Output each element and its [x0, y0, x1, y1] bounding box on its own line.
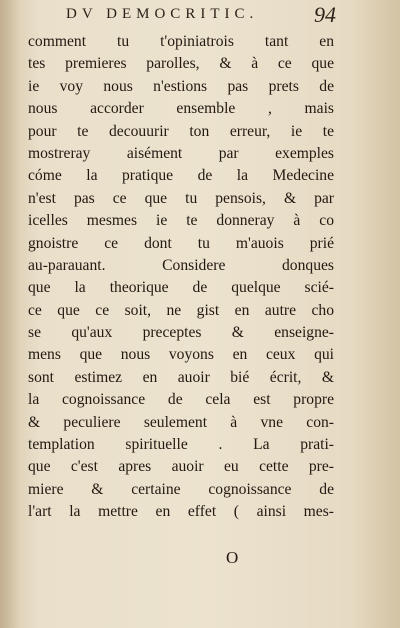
text-line: n'est pas ce que tu pensois, & par — [28, 189, 334, 207]
text-line: nous accorder ensemble , mais — [28, 100, 334, 118]
text-line: l'art la mettre en effet ( ainsi mes- — [28, 503, 334, 521]
text-line: pour te decouurir ton erreur, ie te — [28, 122, 334, 140]
text-line: icelles mesmes ie te donneray à co — [28, 212, 334, 230]
text-line: cóme la pratique de la Medecine — [28, 167, 334, 185]
text-line: que la theorique de quelque scié- — [28, 279, 334, 297]
body-text — [28, 31, 334, 524]
page-number: 94 — [314, 2, 336, 27]
text-line: se qu'aux preceptes & enseigne- — [28, 324, 334, 342]
gutter-shadow — [0, 0, 20, 628]
text-line: mostreray aisément par exemples — [28, 144, 334, 162]
text-line: gnoistre ce dont tu m'auois prié — [28, 234, 334, 252]
text-line: ie voy nous n'estions pas prets de — [28, 77, 334, 95]
text-line: mens que nous voyons en ceux qui — [28, 346, 334, 364]
running-head: DV DEMOCRITIC. — [66, 6, 259, 22]
text-line: sont estimez en auoir bié écrit, & — [28, 368, 334, 386]
text-line: miere & certaine cognoissance de — [28, 480, 334, 498]
text-line: au-parauant. Considere donques — [28, 256, 334, 274]
signature-mark: O — [226, 548, 239, 567]
text-line: tes premieres parolles, & à ce que — [28, 55, 334, 73]
page-header — [66, 4, 336, 30]
text-line: la cognoissance de cela est propre — [28, 391, 334, 409]
text-line: ce que ce soit, ne gist en autre cho — [28, 301, 334, 319]
text-line: templation spirituelle . La prati- — [28, 436, 334, 454]
text-line: comment tu t'opiniatrois tant en — [28, 33, 334, 50]
text-line: que c'est apres auoir eu cette pre- — [28, 458, 334, 476]
text-line: & peculiere seulement à vne con- — [28, 413, 334, 431]
